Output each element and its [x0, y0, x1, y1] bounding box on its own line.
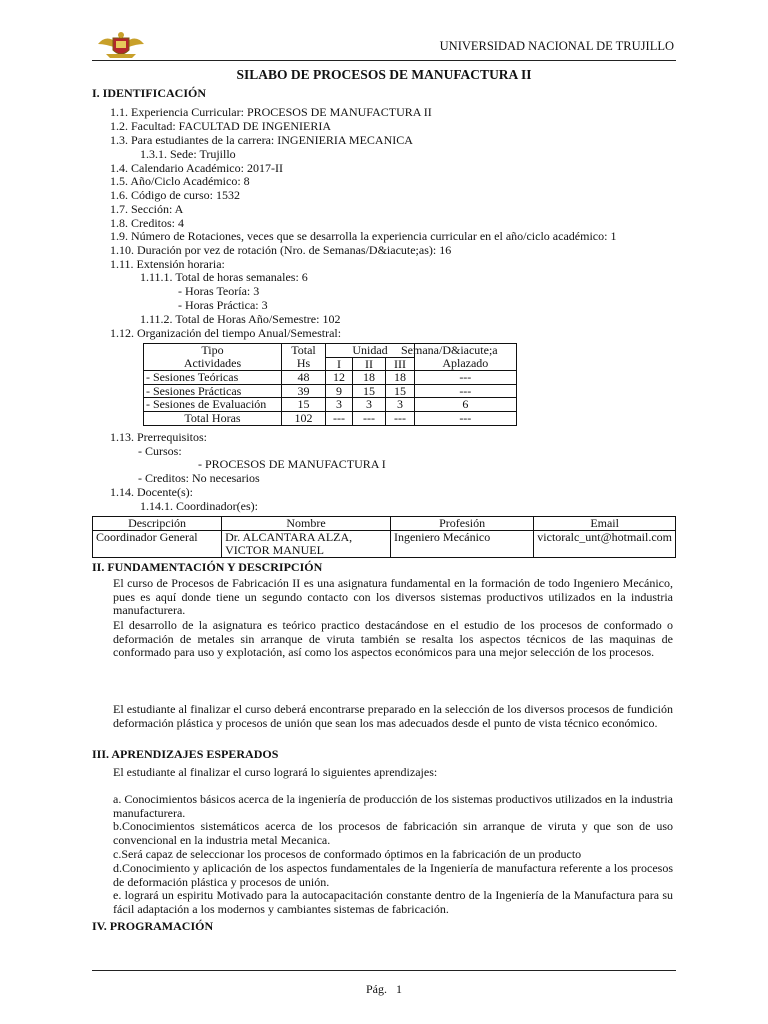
email-link[interactable]: victoralc_unt@hotmail.com	[534, 531, 676, 558]
cell: 9	[326, 384, 353, 398]
cell: 15	[353, 384, 386, 398]
s1-line: 1.1. Experiencia Curricular: PROCESOS DE MANUFACTURA II	[110, 105, 432, 119]
cell: 15	[386, 384, 415, 398]
table-row	[144, 371, 517, 385]
col-i: I	[326, 357, 353, 371]
cell: 3	[353, 398, 386, 412]
university-logo	[96, 30, 146, 60]
s1-line: 1.6. Código de curso: 1532	[110, 188, 240, 202]
s1-line: 1.11. Extensión horaria:	[110, 257, 225, 271]
section-1-heading: I. IDENTIFICACIÓN	[92, 86, 207, 100]
cell: Total Horas	[144, 411, 282, 425]
s3-item: c.Será capaz de seleccionar los procesos de conformado óptimos en la fabricación de un producto	[113, 847, 582, 861]
col-aplazado: Aplazado	[415, 357, 517, 371]
s1-line: 1.8. Creditos: 4	[110, 216, 184, 230]
cell: - Sesiones Prácticas	[144, 384, 282, 398]
page-number: Pág. 1	[366, 982, 402, 996]
cell: ---	[326, 411, 353, 425]
section-3-heading: III. APRENDIZAJES ESPERADOS	[92, 747, 279, 761]
s1-line: - Horas Práctica: 3	[178, 298, 268, 312]
s3-item: e. logrará un espiritu Motivado para la autocapacitación constante dentro de la Ingeniería de la Manufactura para su fácil adaptación a los modernos y cambiantes sistemas de fabricación.	[113, 888, 673, 916]
col-profesion: Profesión	[390, 517, 533, 531]
cell: 15	[282, 398, 326, 412]
university-name: UNIVERSIDAD NACIONAL DE TRUJILLO	[439, 39, 674, 53]
table-row	[144, 384, 517, 398]
cell: 18	[386, 371, 415, 385]
s1-line: 1.12. Organización del tiempo Anual/Semestral:	[110, 326, 342, 340]
s3-item: b.Conocimientos sistemáticos acerca de los procesos de fabricación sin arranque de viruta y que son de uso convencional en la industria metal Mecanica.	[113, 819, 673, 847]
s1-after-line: - Cursos:	[138, 444, 182, 458]
s1-line: 1.11.1. Total de horas semanales: 6	[140, 270, 308, 284]
col-email: Email	[534, 517, 676, 531]
s3-intro: El estudiante al finalizar el curso logrará lo siguientes aprendizajes:	[113, 765, 438, 779]
docente-table	[92, 516, 676, 558]
s1-line: 1.3. Para estudiantes de la carrera: INGENIERIA MECANICA	[110, 133, 413, 147]
s1-after-line: 1.14.1. Coordinador(es):	[140, 499, 258, 513]
col-iii: III	[386, 357, 415, 371]
s1-after-line: - Creditos: No necesarios	[138, 471, 260, 485]
s3-item: a. Conocimientos básicos acerca de la ingeniería de producción de los sistemas productivos utilizados en la industria manufacturera.	[113, 792, 673, 820]
header-rule	[92, 60, 676, 61]
col-tipo: Tipo	[144, 344, 282, 358]
cell: - Sesiones Teóricas	[144, 371, 282, 385]
cell: 6	[415, 398, 517, 412]
col-nombre: Nombre	[222, 517, 391, 531]
docente-name-line2: VICTOR MANUEL	[225, 543, 324, 557]
docente-name-line1: Dr. ALCANTARA ALZA,	[225, 530, 353, 544]
section-4-heading: IV. PROGRAMACIÓN	[92, 919, 214, 933]
col-semana: Semana/D&iacute;a	[415, 344, 517, 358]
col-unidad: Unidad	[326, 344, 415, 358]
footer-rule	[92, 970, 676, 971]
cell: ---	[353, 411, 386, 425]
cell: 12	[326, 371, 353, 385]
col-hs: Hs	[282, 357, 326, 371]
s1-after-line: - PROCESOS DE MANUFACTURA I	[198, 457, 386, 471]
cell	[222, 531, 391, 558]
s1-line: 1.4. Calendario Académico: 2017-II	[110, 161, 283, 175]
table-row	[144, 411, 517, 425]
s1-line: 1.5. Año/Ciclo Académico: 8	[110, 174, 250, 188]
s1-after-line: 1.14. Docente(s):	[110, 485, 193, 499]
cell: 18	[353, 371, 386, 385]
col-descripcion: Descripción	[93, 517, 222, 531]
s2-paragraph-1: El curso de Procesos de Fabricación II es una asignatura fundamental en la formación de todo Ingeniero Mecánico, pues es aquí donde tiene un segundo contacto con los diversos sistemas productivos utilizados en la industria manufacturera.	[113, 576, 673, 618]
table-row	[144, 398, 517, 412]
s1-after-line: 1.13. Prerrequisitos:	[110, 430, 207, 444]
cell: Coordinador General	[93, 531, 222, 558]
section-2-heading: II. FUNDAMENTACIÓN Y DESCRIPCIÓN	[92, 560, 323, 574]
organization-table	[143, 343, 517, 426]
cell: ---	[415, 371, 517, 385]
s2-paragraph-2: El desarrollo de la asignatura es teórico practico destacándose en el estudio de los procesos de conformado o deformación de metales sin arranque de viruta también se resalta los aspectos técnicos de las maquinas de conformado para uso y explotación, así como los aspectos económicos para una mejor selección de los procesos.	[113, 618, 673, 660]
s1-line: 1.11.2. Total de Horas Año/Semestre: 102	[140, 312, 341, 326]
s2-paragraph-3: El estudiante al finalizar el curso deberá encontrarse preparado en la selección de los diversos procesos de fundición deformación plástica y procesos de unión que sean los mas adecuados desde el punto de vista técnico económico.	[113, 702, 673, 730]
s1-line: 1.7. Sección: A	[110, 202, 184, 216]
cell: Ingeniero Mecánico	[390, 531, 533, 558]
s1-line: 1.3.1. Sede: Trujillo	[140, 147, 236, 161]
cell: 48	[282, 371, 326, 385]
cell: - Sesiones de Evaluación	[144, 398, 282, 412]
cell: 102	[282, 411, 326, 425]
col-ii: II	[353, 357, 386, 371]
document-title: SILABO DE PROCESOS DE MANUFACTURA II	[236, 67, 532, 82]
cell: 39	[282, 384, 326, 398]
s1-line: 1.9. Número de Rotaciones, veces que se desarrolla la experiencia curricular en el año/ciclo académico: 1	[110, 229, 617, 243]
cell: 3	[326, 398, 353, 412]
col-total: Total	[282, 344, 326, 358]
s1-line: - Horas Teoría: 3	[178, 284, 260, 298]
s3-item: d.Conocimiento y aplicación de los aspectos fundamentales de la Ingeniería de manufactura referente a los procesos de deformación plástica y procesos de unión.	[113, 861, 673, 889]
table-row	[93, 531, 676, 558]
s1-line: 1.10. Duración por vez de rotación (Nro. de Semanas/D&iacute;as): 16	[110, 243, 452, 257]
col-actividades: Actividades	[144, 357, 282, 371]
cell: ---	[386, 411, 415, 425]
cell: ---	[415, 411, 517, 425]
cell: 3	[386, 398, 415, 412]
s1-line: 1.2. Facultad: FACULTAD DE INGENIERIA	[110, 119, 332, 133]
cell: ---	[415, 384, 517, 398]
